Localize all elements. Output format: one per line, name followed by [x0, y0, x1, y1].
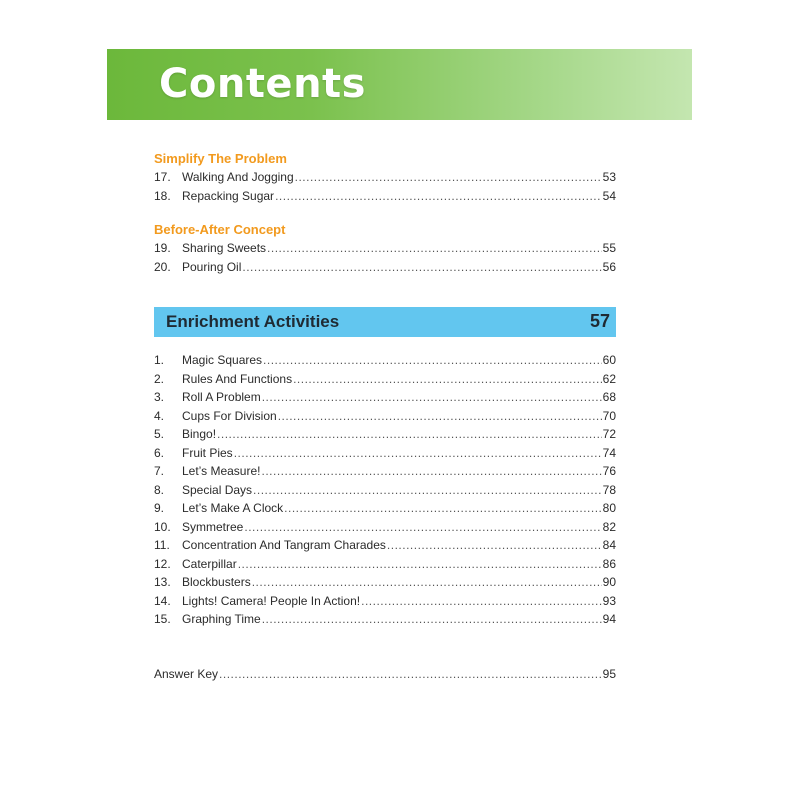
- dot-leader: [244, 518, 601, 537]
- entry-title: Let’s Measure!: [182, 464, 261, 478]
- toc-entry[interactable]: [154, 499, 616, 518]
- entry-number: 2.: [154, 371, 165, 386]
- band-page-number: 57: [589, 311, 610, 331]
- toc-entry[interactable]: [154, 168, 616, 187]
- toc-entry[interactable]: [154, 407, 616, 426]
- entry-number: 8.: [154, 482, 165, 497]
- entry-page: 72: [602, 427, 616, 441]
- toc-entry[interactable]: [154, 444, 616, 463]
- section-heading: Simplify The Problem: [154, 151, 287, 166]
- entry-number: 20.: [154, 259, 171, 274]
- toc-entry[interactable]: [154, 187, 616, 206]
- entry-title: Magic Squares: [182, 353, 263, 367]
- toc-entry[interactable]: [154, 351, 616, 370]
- toc-entry[interactable]: [154, 388, 616, 407]
- dot-leader: [278, 407, 602, 426]
- entry-page: 55: [602, 241, 616, 255]
- entry-page: 86: [602, 556, 616, 571]
- dot-leader: [242, 258, 601, 277]
- entry-title: Symmetree: [182, 519, 244, 534]
- dot-leader: [293, 370, 602, 389]
- entry-title: Bingo!: [182, 427, 217, 441]
- dot-leader: [253, 481, 602, 500]
- toc-entry[interactable]: [154, 555, 616, 574]
- entry-number: 1.: [154, 353, 165, 367]
- dot-leader: [262, 610, 602, 629]
- entry-page: 78: [602, 482, 616, 497]
- entry-page: 94: [602, 612, 616, 626]
- entry-page: 93: [602, 593, 616, 608]
- entry-title: Caterpillar: [182, 556, 237, 571]
- entry-page: 68: [602, 390, 616, 404]
- answer-key-section: [154, 665, 616, 684]
- entry-page: 54: [602, 188, 616, 203]
- band-title: Enrichment Activities: [166, 312, 340, 331]
- entry-title: Walking And Jogging: [182, 170, 294, 184]
- entry-title: Answer Key: [154, 667, 219, 681]
- entry-title: Roll A Problem: [182, 390, 261, 404]
- entry-page: 80: [602, 501, 616, 515]
- entry-number: 7.: [154, 464, 165, 478]
- entry-title: Repacking Sugar: [182, 188, 275, 203]
- entry-title: Rules And Functions: [182, 371, 293, 386]
- contents-banner: [107, 49, 692, 120]
- dot-leader: [387, 536, 602, 555]
- entry-title: Fruit Pies: [182, 445, 233, 460]
- entry-page: 76: [602, 464, 616, 478]
- toc-entry[interactable]: [154, 370, 616, 389]
- dot-leader: [262, 462, 602, 481]
- dot-leader: [295, 168, 602, 187]
- dot-leader: [217, 425, 602, 444]
- section-heading: Before-After Concept: [154, 222, 286, 237]
- entry-number: 17.: [154, 170, 171, 184]
- toc-entry[interactable]: [154, 481, 616, 500]
- entry-number: 13.: [154, 575, 171, 589]
- entry-title: Concentration And Tangram Charades: [182, 538, 386, 552]
- dot-leader: [219, 665, 602, 684]
- entry-title: Pouring Oil: [182, 259, 242, 274]
- entry-number: 9.: [154, 501, 165, 515]
- dot-leader: [267, 239, 602, 258]
- dot-leader: [263, 351, 602, 370]
- entry-title: Sharing Sweets: [182, 241, 267, 255]
- toc-entry[interactable]: [154, 536, 616, 555]
- toc-entry[interactable]: [154, 573, 616, 592]
- toc-entry[interactable]: [154, 462, 616, 481]
- dot-leader: [234, 444, 602, 463]
- entry-title: Lights! Camera! People In Action!: [182, 593, 361, 608]
- toc-entry-answer-key[interactable]: [154, 665, 616, 684]
- entry-number: 15.: [154, 612, 171, 626]
- entry-page: 53: [602, 170, 616, 184]
- dot-leader: [284, 499, 601, 518]
- page-title: Contents: [159, 61, 366, 107]
- entry-number: 18.: [154, 188, 171, 203]
- enrichment-list: [154, 351, 616, 629]
- entry-page: 70: [602, 408, 616, 423]
- entry-page: 95: [602, 667, 616, 681]
- entry-number: 6.: [154, 445, 165, 460]
- section-simplify-the-problem: [154, 150, 616, 205]
- entry-number: 5.: [154, 427, 165, 441]
- entry-page: 84: [602, 538, 616, 552]
- dot-leader: [252, 573, 602, 592]
- entry-page: 82: [602, 519, 616, 534]
- toc-entry[interactable]: [154, 425, 616, 444]
- entry-page: 90: [602, 575, 616, 589]
- toc-entry[interactable]: [154, 518, 616, 537]
- entry-number: 12.: [154, 556, 171, 571]
- dot-leader: [361, 592, 602, 611]
- toc-entry[interactable]: [154, 592, 616, 611]
- toc-entry[interactable]: [154, 258, 616, 277]
- section-before-after-concept: [154, 221, 616, 276]
- entry-number: 4.: [154, 408, 165, 423]
- entry-number: 3.: [154, 390, 165, 404]
- toc-entry[interactable]: [154, 239, 616, 258]
- entry-title: Let’s Make A Clock: [182, 501, 284, 515]
- entry-number: 19.: [154, 241, 171, 255]
- entry-title: Special Days: [182, 482, 253, 497]
- entry-page: 62: [602, 371, 616, 386]
- entry-number: 11.: [154, 538, 170, 552]
- entry-page: 60: [602, 353, 616, 367]
- entry-number: 14.: [154, 593, 171, 608]
- entry-page: 56: [602, 259, 616, 274]
- dot-leader: [275, 187, 602, 206]
- dot-leader: [262, 388, 602, 407]
- toc-entry[interactable]: [154, 610, 616, 629]
- entry-page: 74: [602, 445, 616, 460]
- enrichment-activities-band[interactable]: [154, 307, 616, 337]
- entry-title: Graphing Time: [182, 612, 261, 626]
- entry-title: Cups For Division: [182, 408, 277, 423]
- entry-number: 10.: [154, 519, 171, 534]
- dot-leader: [238, 555, 602, 574]
- entry-title: Blockbusters: [182, 575, 251, 589]
